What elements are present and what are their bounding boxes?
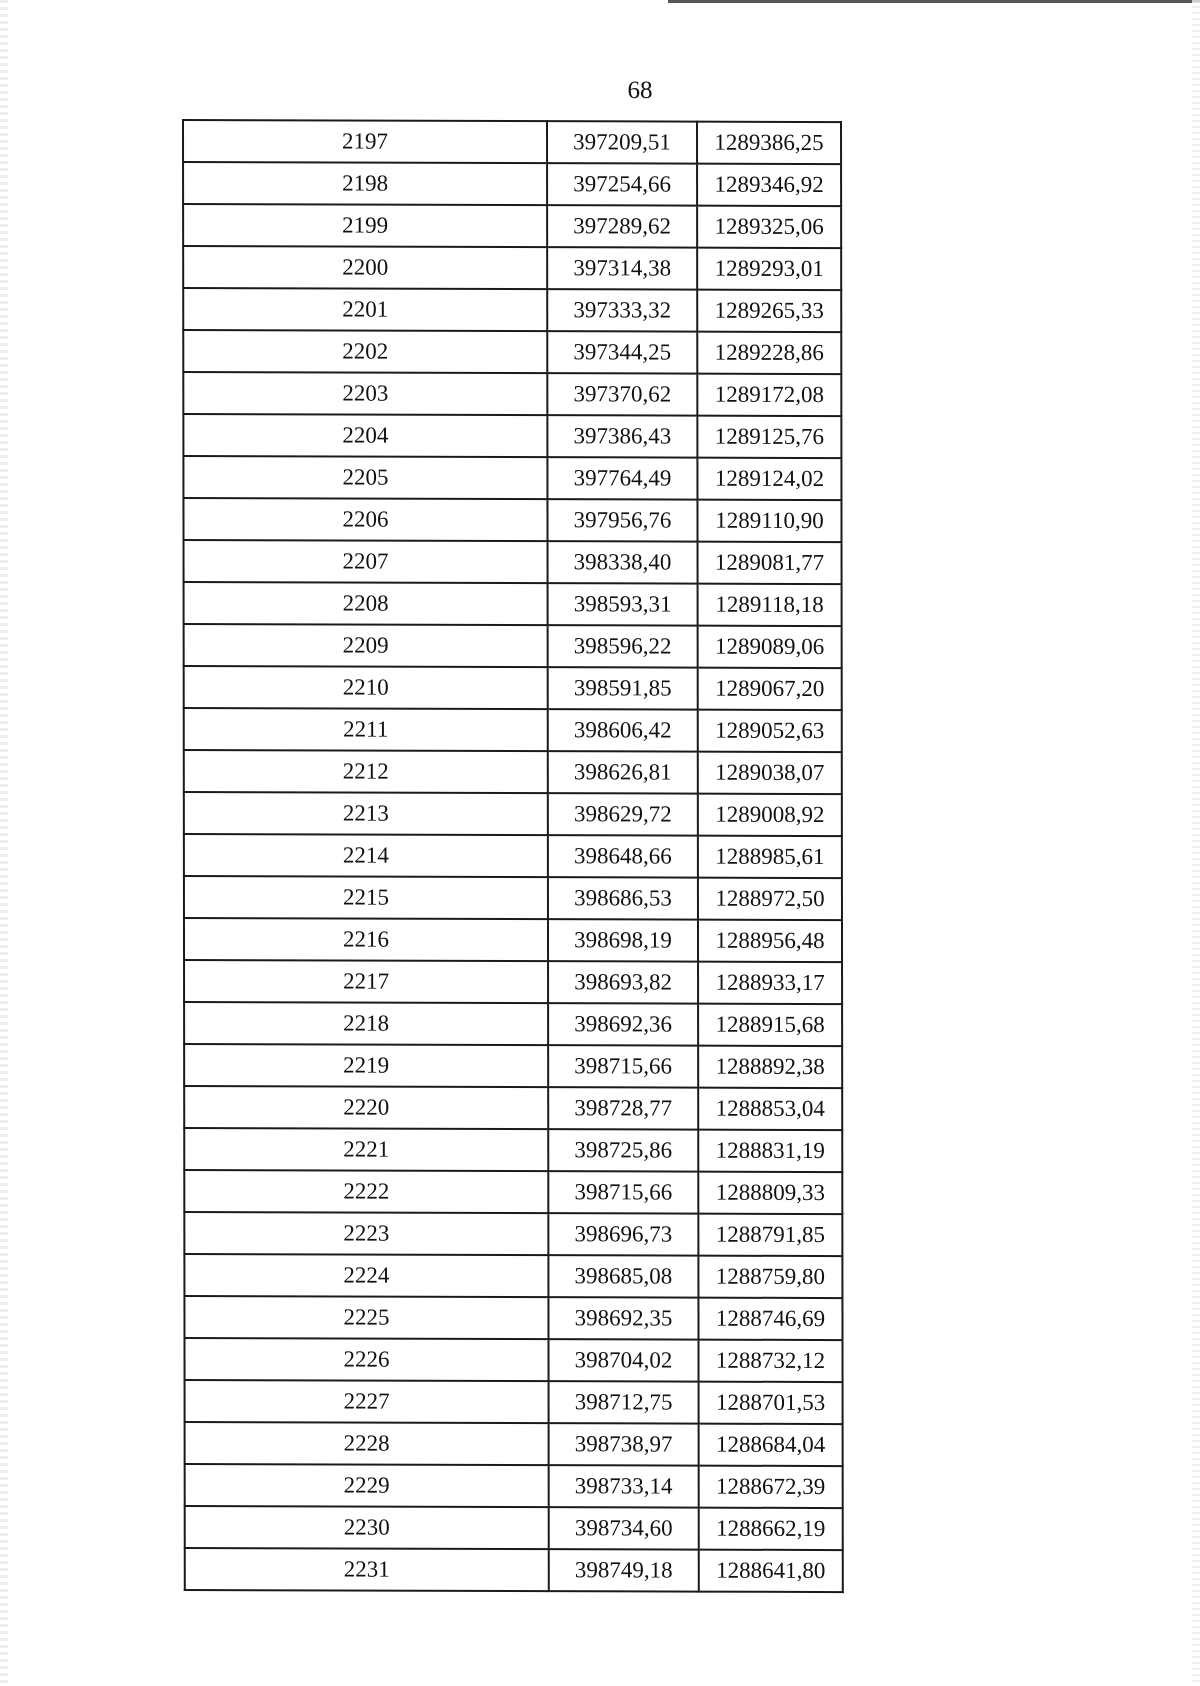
point-number-cell: 2212: [184, 750, 548, 793]
y-coordinate-cell: 1289172,08: [697, 374, 841, 416]
table-row: [184, 1296, 842, 1340]
y-coordinate-cell: 1289124,02: [697, 458, 841, 500]
table-row: [183, 456, 841, 500]
x-coordinate-cell: 398596,22: [548, 625, 698, 667]
x-coordinate-cell: 398626,81: [548, 751, 698, 793]
table-row: [183, 288, 841, 332]
page-number: 68: [627, 77, 653, 104]
y-coordinate-cell: 1288933,17: [698, 962, 842, 1004]
table-row: [184, 1128, 842, 1172]
y-coordinate-cell: 1289265,33: [697, 290, 841, 332]
x-coordinate-cell: 398728,77: [548, 1087, 698, 1129]
point-number-cell: 2215: [184, 876, 548, 919]
x-coordinate-cell: 398693,82: [548, 961, 698, 1003]
table-row: [183, 414, 841, 458]
y-coordinate-cell: 1288641,80: [699, 1550, 843, 1592]
x-coordinate-cell: 398686,53: [548, 877, 698, 919]
table-row: [183, 372, 841, 416]
y-coordinate-cell: 1289089,06: [698, 626, 842, 668]
y-coordinate-cell: 1289386,25: [697, 122, 841, 164]
point-number-cell: 2209: [184, 624, 548, 667]
table-row: [184, 1044, 842, 1088]
table-row: [183, 330, 841, 374]
point-number-cell: 2201: [183, 288, 547, 331]
x-coordinate-cell: 398749,18: [549, 1549, 699, 1591]
x-coordinate-cell: 397314,38: [547, 247, 697, 289]
x-coordinate-cell: 398685,08: [548, 1255, 698, 1297]
y-coordinate-cell: 1288672,39: [699, 1466, 843, 1508]
table-row: [184, 624, 842, 668]
x-coordinate-cell: 397956,76: [547, 499, 697, 541]
table-row: [184, 540, 842, 584]
x-coordinate-cell: 397344,25: [547, 331, 697, 373]
table-row: [183, 246, 841, 290]
table-row: [184, 750, 842, 794]
point-number-cell: 2211: [184, 708, 548, 751]
table-row: [185, 1422, 843, 1466]
point-number-cell: 2200: [183, 246, 547, 289]
x-coordinate-cell: 397254,66: [547, 163, 697, 205]
table-row: [184, 960, 842, 1004]
point-number-cell: 2221: [184, 1128, 548, 1171]
y-coordinate-cell: 1288892,38: [698, 1046, 842, 1088]
x-coordinate-cell: 398704,02: [548, 1339, 698, 1381]
y-coordinate-cell: 1288985,61: [698, 836, 842, 878]
point-number-cell: 2199: [183, 204, 547, 247]
table-row: [185, 1548, 843, 1592]
y-coordinate-cell: 1288746,69: [698, 1298, 842, 1340]
x-coordinate-cell: 397386,43: [547, 415, 697, 457]
top-edge-rule: [668, 0, 1200, 3]
table-row: [184, 792, 842, 836]
table-row: [183, 204, 841, 248]
point-number-cell: 2224: [184, 1254, 548, 1297]
point-number-cell: 2225: [184, 1296, 548, 1339]
y-coordinate-cell: 1288791,85: [698, 1214, 842, 1256]
coordinates-table-body: [183, 120, 843, 1592]
point-number-cell: 2197: [183, 120, 547, 163]
point-number-cell: 2217: [184, 960, 548, 1003]
point-number-cell: 2206: [183, 498, 547, 541]
point-number-cell: 2207: [184, 540, 548, 583]
point-number-cell: 2213: [184, 792, 548, 835]
x-coordinate-cell: 398696,73: [548, 1213, 698, 1255]
y-coordinate-cell: 1288831,19: [698, 1130, 842, 1172]
y-coordinate-cell: 1288662,19: [699, 1508, 843, 1550]
x-coordinate-cell: 398733,14: [549, 1465, 699, 1507]
x-coordinate-cell: 398591,85: [548, 667, 698, 709]
scan-left-edge: [0, 0, 8, 1686]
x-coordinate-cell: 397289,62: [547, 205, 697, 247]
point-number-cell: 2227: [185, 1380, 549, 1423]
table-row: [183, 162, 841, 206]
table-row: [185, 1380, 843, 1424]
y-coordinate-cell: 1289325,06: [697, 206, 841, 248]
x-coordinate-cell: 398712,75: [549, 1381, 699, 1423]
table-row: [184, 876, 842, 920]
point-number-cell: 2219: [184, 1044, 548, 1087]
scan-right-edge: [1192, 0, 1200, 1686]
x-coordinate-cell: 398692,35: [548, 1297, 698, 1339]
x-coordinate-cell: 398606,42: [548, 709, 698, 751]
point-number-cell: 2216: [184, 918, 548, 961]
x-coordinate-cell: 398692,36: [548, 1003, 698, 1045]
table-row: [183, 120, 841, 164]
x-coordinate-cell: 397764,49: [547, 457, 697, 499]
y-coordinate-cell: 1288809,33: [698, 1172, 842, 1214]
y-coordinate-cell: 1288701,53: [699, 1382, 843, 1424]
x-coordinate-cell: 398629,72: [548, 793, 698, 835]
y-coordinate-cell: 1289118,18: [698, 584, 842, 626]
y-coordinate-cell: 1288853,04: [698, 1088, 842, 1130]
point-number-cell: 2210: [184, 666, 548, 709]
y-coordinate-cell: 1289293,01: [697, 248, 841, 290]
point-number-cell: 2222: [184, 1170, 548, 1213]
table-row: [184, 582, 842, 626]
coordinates-table: [182, 119, 844, 1593]
table-row: [184, 1338, 842, 1382]
y-coordinate-cell: 1288684,04: [699, 1424, 843, 1466]
y-coordinate-cell: 1289228,86: [697, 332, 841, 374]
table-row: [185, 1506, 843, 1550]
y-coordinate-cell: 1289125,76: [697, 416, 841, 458]
x-coordinate-cell: 398738,97: [549, 1423, 699, 1465]
table-row: [184, 1170, 842, 1214]
point-number-cell: 2220: [184, 1086, 548, 1129]
x-coordinate-cell: 397370,62: [547, 373, 697, 415]
point-number-cell: 2204: [183, 414, 547, 457]
x-coordinate-cell: 397333,32: [547, 289, 697, 331]
y-coordinate-cell: 1289067,20: [698, 668, 842, 710]
x-coordinate-cell: 398648,66: [548, 835, 698, 877]
table-row: [184, 666, 842, 710]
table-row: [184, 1002, 842, 1046]
x-coordinate-cell: 398734,60: [549, 1507, 699, 1549]
y-coordinate-cell: 1288972,50: [698, 878, 842, 920]
point-number-cell: 2198: [183, 162, 547, 205]
point-number-cell: 2229: [185, 1464, 549, 1507]
x-coordinate-cell: 398593,31: [548, 583, 698, 625]
table-row: [184, 1086, 842, 1130]
table-row: [184, 1254, 842, 1298]
point-number-cell: 2208: [184, 582, 548, 625]
x-coordinate-cell: 398698,19: [548, 919, 698, 961]
table-row: [183, 498, 841, 542]
table-row: [184, 834, 842, 878]
point-number-cell: 2228: [185, 1422, 549, 1465]
x-coordinate-cell: 397209,51: [547, 121, 697, 163]
y-coordinate-cell: 1288759,80: [698, 1256, 842, 1298]
x-coordinate-cell: 398715,66: [548, 1171, 698, 1213]
x-coordinate-cell: 398725,86: [548, 1129, 698, 1171]
point-number-cell: 2203: [183, 372, 547, 415]
point-number-cell: 2226: [184, 1338, 548, 1381]
point-number-cell: 2230: [185, 1506, 549, 1549]
y-coordinate-cell: 1288956,48: [698, 920, 842, 962]
point-number-cell: 2202: [183, 330, 547, 373]
y-coordinate-cell: 1289346,92: [697, 164, 841, 206]
x-coordinate-cell: 398338,40: [548, 541, 698, 583]
y-coordinate-cell: 1288732,12: [698, 1340, 842, 1382]
point-number-cell: 2231: [185, 1548, 549, 1591]
y-coordinate-cell: 1289038,07: [698, 752, 842, 794]
point-number-cell: 2214: [184, 834, 548, 877]
table-row: [185, 1464, 843, 1508]
y-coordinate-cell: 1289081,77: [698, 542, 842, 584]
table-row: [184, 1212, 842, 1256]
table-row: [184, 918, 842, 962]
y-coordinate-cell: 1289008,92: [698, 794, 842, 836]
point-number-cell: 2205: [183, 456, 547, 499]
y-coordinate-cell: 1288915,68: [698, 1004, 842, 1046]
y-coordinate-cell: 1289052,63: [698, 710, 842, 752]
table-row: [184, 708, 842, 752]
point-number-cell: 2223: [184, 1212, 548, 1255]
y-coordinate-cell: 1289110,90: [697, 500, 841, 542]
x-coordinate-cell: 398715,66: [548, 1045, 698, 1087]
point-number-cell: 2218: [184, 1002, 548, 1045]
